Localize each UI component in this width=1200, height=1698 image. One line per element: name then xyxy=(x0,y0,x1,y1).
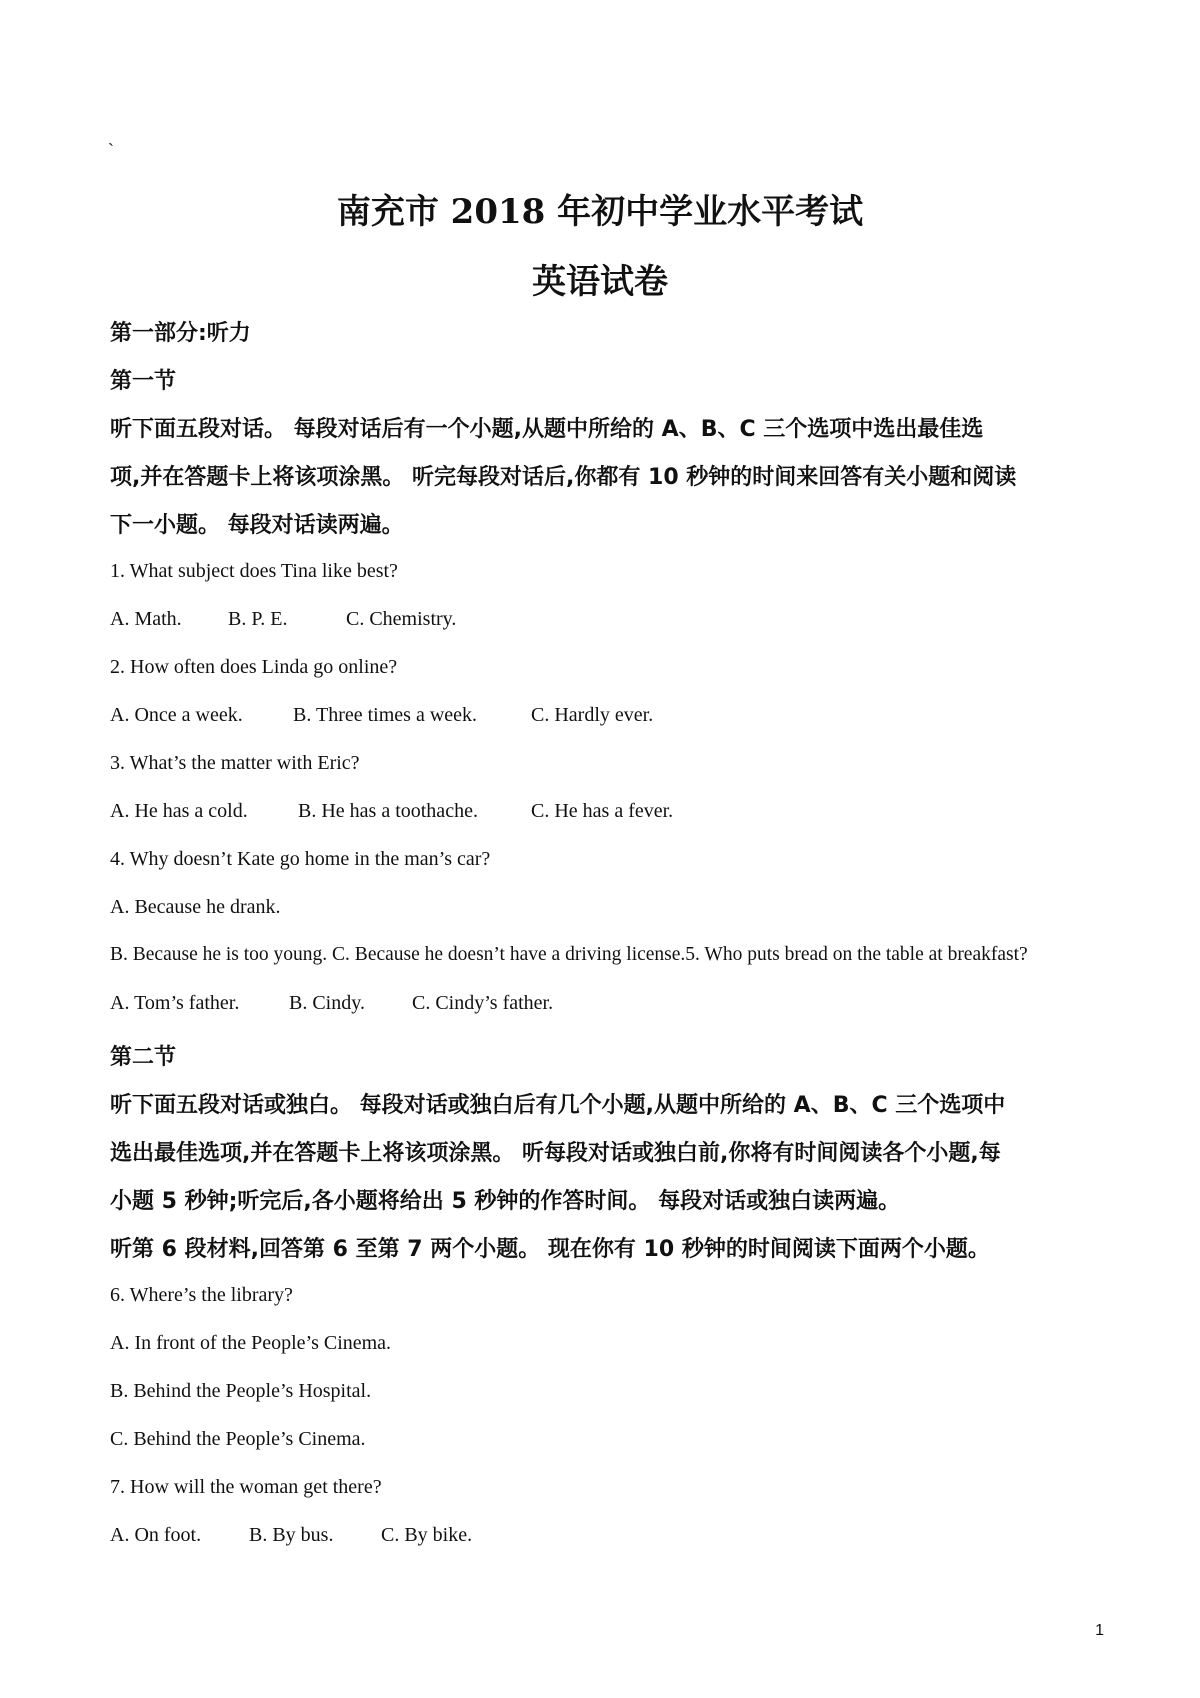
part-heading: 第一部分:听力 xyxy=(110,321,251,346)
option-b: B. Three times a week. xyxy=(293,704,478,726)
section2-instruction-line: 选出最佳选项,并在答题卡上将该项涂黑。 听每段对话或独白前,你将有时间阅读各个小题,每 xyxy=(110,1141,1001,1166)
option-b: B. He has a toothache. xyxy=(298,800,478,822)
option-a: A. On foot. xyxy=(110,1524,202,1546)
section2-instruction-line: 小题 5 秒钟;听完后,各小题将给出 5 秒钟的作答时间。 每段对话或独白读两遍。 xyxy=(110,1189,901,1214)
page-number: 1 xyxy=(1095,1622,1104,1639)
option-b: B. By bus. xyxy=(249,1524,334,1546)
question-7: 7. How will the woman get there? xyxy=(110,1476,382,1498)
question-3-options xyxy=(110,800,673,823)
option-a: A. Tom’s father. xyxy=(110,992,240,1014)
section2-instruction-line: 听下面五段对话或独白。 每段对话或独白后有几个小题,从题中所给的 A、B、C 三个选项中 xyxy=(110,1093,1006,1118)
question-6-option-a: A. In front of the People’s Cinema. xyxy=(110,1332,392,1354)
option-a: A. Once a week. xyxy=(110,704,243,726)
option-a: A. Math. xyxy=(110,608,182,630)
question-3: 3. What’s the matter with Eric? xyxy=(110,752,360,774)
option-b: B. P. E. xyxy=(228,608,288,630)
corner-mark: ` xyxy=(108,140,114,160)
question-7-options xyxy=(110,1524,472,1547)
section-heading-1: 第一节 xyxy=(110,369,177,394)
question-6-option-c: C. Behind the People’s Cinema. xyxy=(110,1428,366,1450)
option-b: B. Cindy. xyxy=(289,992,365,1014)
question-5-options xyxy=(110,992,553,1015)
material-6-instruction: 听第 6 段材料,回答第 6 至第 7 两个小题。 现在你有 10 秒钟的时间阅读下面两个小题。 xyxy=(110,1237,990,1262)
option-c: C. He has a fever. xyxy=(531,800,674,822)
question-1-options xyxy=(110,608,456,631)
question-4-option-a: A. Because he drank. xyxy=(110,896,281,918)
question-6-option-b: B. Behind the People’s Hospital. xyxy=(110,1380,372,1402)
option-c: C. Cindy’s father. xyxy=(412,992,554,1014)
section1-instruction-line: 下一小题。 每段对话读两遍。 xyxy=(110,513,404,538)
question-2: 2. How often does Linda go online? xyxy=(110,656,398,678)
section-heading-2: 第二节 xyxy=(110,1045,177,1070)
option-c: C. Hardly ever. xyxy=(531,704,654,726)
section1-instruction-line: 项,并在答题卡上将该项涂黑。 听完每段对话后,你都有 10 秒钟的时间来回答有关小题和阅读 xyxy=(110,465,1017,490)
option-c: C. Chemistry. xyxy=(346,608,457,630)
section1-instruction-line: 听下面五段对话。 每段对话后有一个小题,从题中所给的 A、B、C 三个选项中选出最佳选 xyxy=(110,417,984,442)
question-6: 6. Where’s the library? xyxy=(110,1284,293,1306)
question-4-options-bc: B. Because he is too young. C. Because he doesn’t have a driving license.5. Who puts bread on the table at breakfast? xyxy=(110,944,1028,965)
exam-title: 南充市 2018 年初中学业水平考试 xyxy=(336,192,864,232)
question-1: 1. What subject does Tina like best? xyxy=(110,560,398,582)
exam-subtitle: 英语试卷 xyxy=(532,262,668,302)
option-c: C. By bike. xyxy=(381,1524,473,1546)
question-2-options xyxy=(110,704,653,727)
question-4: 4. Why doesn’t Kate go home in the man’s car? xyxy=(110,848,491,870)
option-a: A. He has a cold. xyxy=(110,800,248,822)
